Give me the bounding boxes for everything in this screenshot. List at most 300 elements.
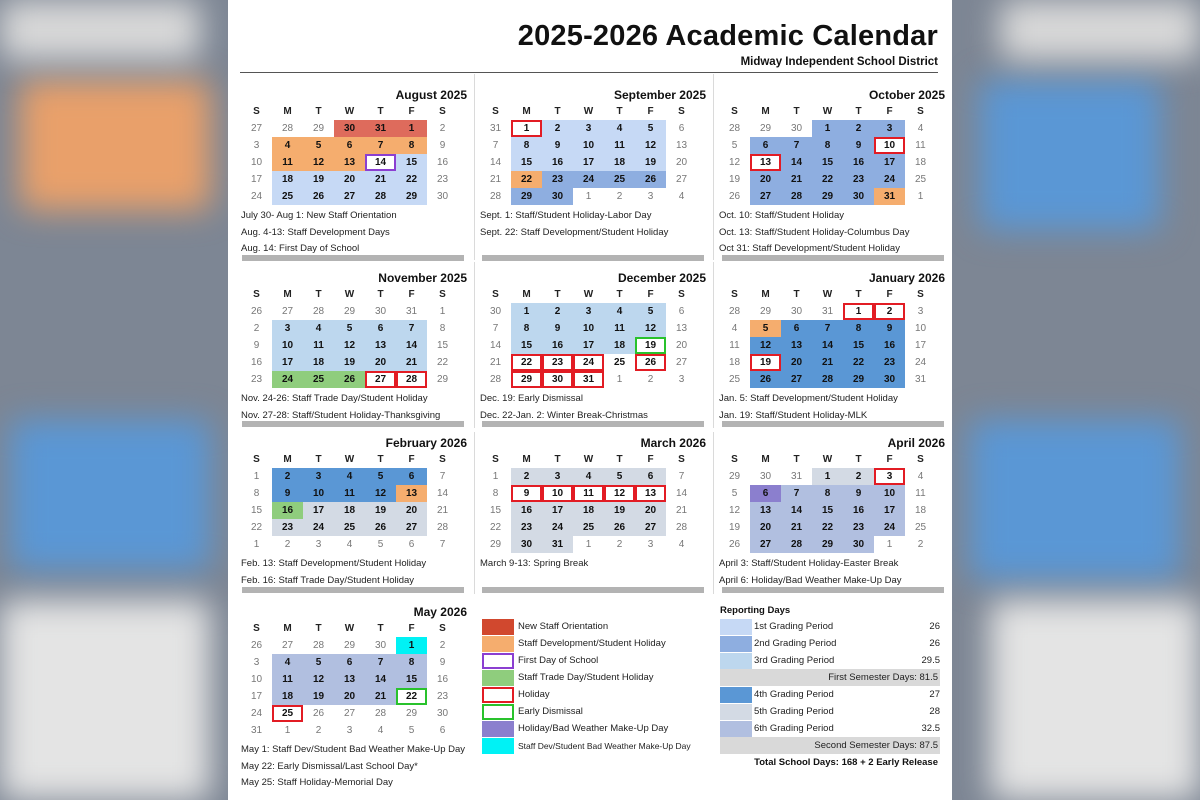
day-cell: 29 — [511, 188, 542, 205]
day-cell: 6 — [750, 137, 781, 154]
day-cell: 15 — [843, 337, 874, 354]
day-cell: 27 — [675, 174, 688, 185]
legend-item — [482, 618, 704, 635]
day-cell: 19 — [728, 522, 741, 533]
legend-label: Staff Development/Student Holiday — [518, 638, 666, 649]
day-cell: 24 — [874, 171, 905, 188]
day-cell: 21 — [365, 171, 396, 188]
day-cell: 15 — [489, 505, 502, 516]
column-divider — [474, 262, 475, 428]
day-cell: 5 — [604, 468, 635, 485]
day-cell: 16 — [542, 154, 573, 171]
period-swatch — [720, 653, 752, 669]
day-cell: 3 — [874, 120, 905, 137]
day-cell: 2 — [917, 539, 924, 550]
day-cell: 3 — [315, 539, 322, 550]
weekday-header — [241, 104, 473, 120]
day-cell: 5 — [750, 320, 781, 337]
day-cell: 11 — [272, 671, 303, 688]
day-cell: 7 — [396, 320, 427, 337]
day-cell: 18 — [728, 357, 741, 368]
weekday-label: F — [886, 289, 893, 300]
day-cell: 2 — [439, 640, 446, 651]
day-cell: 29 — [343, 640, 356, 651]
weekday-label: F — [408, 106, 415, 117]
legend-label: First Day of School — [518, 655, 599, 666]
weekday-header — [719, 287, 951, 303]
page-title: 2025-2026 Academic Calendar — [517, 20, 938, 52]
weekday-label: W — [583, 454, 594, 465]
day-cell: 12 — [728, 505, 741, 516]
day-cell: 29 — [728, 471, 741, 482]
legend-label: New Staff Orientation — [518, 621, 609, 632]
day-cell: 5 — [408, 725, 415, 736]
month-may-2026 — [241, 603, 473, 792]
day-cell: 27 — [250, 123, 263, 134]
column-divider — [713, 432, 714, 594]
day-cell: 21 — [396, 354, 427, 371]
day-cell: 14 — [489, 157, 502, 168]
day-grid — [241, 468, 473, 553]
note-text: Feb. 13: Staff Development/Student Holiday — [241, 558, 427, 569]
day-cell: 13 — [334, 154, 365, 171]
period-days: 32.5 — [921, 723, 940, 734]
month-notes — [719, 208, 951, 258]
legend-swatch — [482, 653, 514, 669]
day-cell: 17 — [272, 354, 303, 371]
day-cell: 28 — [781, 188, 812, 205]
day-cell: 17 — [542, 502, 573, 519]
day-cell: 3 — [573, 120, 604, 137]
weekday-label: S — [678, 289, 685, 300]
weekday-label: S — [492, 289, 499, 300]
day-cell: 25 — [914, 522, 927, 533]
day-cell: 3 — [303, 468, 334, 485]
column-divider — [713, 74, 714, 260]
day-cell: 1 — [492, 471, 499, 482]
day-cell: 4 — [604, 303, 635, 320]
note-text: April 3: Staff/Student Holiday-Easter Break — [719, 558, 899, 569]
day-cell: 30 — [511, 536, 542, 553]
weekday-label: T — [377, 106, 384, 117]
day-cell: 19 — [750, 354, 781, 371]
note-text: Sept. 22: Staff Development/Student Holiday — [480, 226, 669, 238]
day-cell: 2 — [647, 374, 654, 385]
day-cell: 23 — [843, 171, 874, 188]
day-cell: 30 — [843, 536, 874, 553]
month-title: February 2026 — [385, 436, 467, 450]
day-cell: 24 — [272, 371, 303, 388]
weekday-label: T — [616, 289, 623, 300]
weekday-label: T — [377, 454, 384, 465]
day-cell: 23 — [250, 374, 263, 385]
weekday-label: M — [283, 289, 292, 300]
day-cell: 26 — [635, 354, 666, 371]
day-cell: 17 — [874, 502, 905, 519]
day-cell: 5 — [635, 303, 666, 320]
day-cell: 2 — [843, 120, 874, 137]
day-cell: 31 — [542, 536, 573, 553]
weekday-header — [719, 452, 951, 468]
day-cell: 30 — [436, 708, 449, 719]
day-cell: 5 — [377, 539, 384, 550]
column-divider — [713, 262, 714, 428]
day-cell: 20 — [750, 519, 781, 536]
weekday-label: S — [731, 454, 738, 465]
day-cell: 17 — [874, 154, 905, 171]
day-cell: 23 — [843, 519, 874, 536]
day-grid — [719, 303, 951, 388]
period-label: 3rd Grading Period — [754, 655, 835, 666]
day-grid — [241, 303, 473, 388]
weekday-label: T — [793, 106, 800, 117]
day-cell: 11 — [303, 337, 334, 354]
day-cell: 18 — [334, 502, 365, 519]
weekday-label: T — [793, 454, 800, 465]
color-legend — [482, 618, 704, 754]
day-cell: 13 — [750, 154, 781, 171]
day-cell: 22 — [250, 522, 263, 533]
weekday-label: F — [886, 106, 893, 117]
day-cell: 5 — [365, 468, 396, 485]
month-title: August 2025 — [395, 88, 467, 102]
note-text: May 25: Staff Holiday-Memorial Day — [241, 777, 393, 788]
day-cell: 2 — [843, 468, 874, 485]
weekday-header — [241, 287, 473, 303]
weekday-label: T — [855, 289, 862, 300]
weekday-label: M — [761, 289, 770, 300]
day-cell: 4 — [731, 323, 738, 334]
day-cell: 6 — [678, 123, 685, 134]
day-cell: 28 — [781, 536, 812, 553]
day-cell: 27 — [281, 306, 294, 317]
day-cell: 12 — [303, 154, 334, 171]
day-cell: 18 — [272, 171, 303, 188]
day-cell: 25 — [334, 519, 365, 536]
month-title: September 2025 — [613, 88, 706, 102]
day-cell: 26 — [604, 519, 635, 536]
day-cell: 24 — [542, 519, 573, 536]
day-cell: 22 — [396, 171, 427, 188]
day-cell: 25 — [728, 374, 741, 385]
legend-item — [482, 635, 704, 652]
weekday-label: F — [408, 289, 415, 300]
month-title: December 2025 — [617, 271, 706, 285]
day-cell: 6 — [334, 137, 365, 154]
day-cell: 29 — [489, 539, 502, 550]
weekday-label: S — [731, 289, 738, 300]
day-cell: 29 — [312, 123, 325, 134]
day-cell: 28 — [281, 123, 294, 134]
day-cell: 19 — [365, 502, 396, 519]
grading-period-row — [720, 652, 940, 669]
weekday-label: T — [315, 454, 322, 465]
day-cell: 18 — [573, 502, 604, 519]
day-cell: 3 — [647, 191, 654, 202]
period-swatch — [720, 636, 752, 652]
month-title: October 2025 — [868, 88, 945, 102]
day-cell: 13 — [675, 323, 688, 334]
day-grid — [719, 468, 951, 553]
day-cell: 30 — [436, 191, 449, 202]
day-cell: 1 — [253, 539, 260, 550]
note-text: Nov. 24-26: Staff Trade Day/Student Holiday — [241, 393, 428, 404]
day-cell: 1 — [812, 468, 843, 485]
day-cell: 7 — [439, 471, 446, 482]
day-cell: 1 — [439, 306, 446, 317]
day-cell: 5 — [731, 488, 738, 499]
weekday-label: T — [554, 454, 561, 465]
day-cell: 19 — [303, 688, 334, 705]
day-cell: 24 — [874, 519, 905, 536]
day-cell: 23 — [542, 171, 573, 188]
day-cell: 7 — [812, 320, 843, 337]
day-cell: 11 — [272, 154, 303, 171]
background-blur — [10, 420, 210, 570]
weekday-label: S — [917, 106, 924, 117]
month-notes — [719, 391, 951, 424]
day-cell: 22 — [812, 171, 843, 188]
day-cell: 6 — [439, 725, 446, 736]
weekday-label: S — [253, 623, 260, 634]
reporting-days-table — [720, 604, 940, 771]
day-cell: 27 — [750, 188, 781, 205]
day-cell: 28 — [312, 306, 325, 317]
weekday-label: M — [283, 454, 292, 465]
day-cell: 27 — [396, 519, 427, 536]
note-text: April 6: Holiday/Bad Weather Make-Up Day — [719, 574, 902, 586]
day-cell: 9 — [511, 485, 542, 502]
day-grid — [241, 120, 473, 205]
day-cell: 7 — [439, 539, 446, 550]
note-text: Dec. 22-Jan. 2: Winter Break-Christmas — [480, 409, 648, 421]
section-bar — [482, 421, 704, 427]
day-cell: 25 — [272, 188, 303, 205]
day-cell: 3 — [253, 657, 260, 668]
day-cell: 29 — [759, 123, 772, 134]
note-text: Sept. 1: Staff/Student Holiday-Labor Day — [480, 210, 652, 221]
month-notes — [241, 556, 473, 589]
period-days: 27 — [929, 689, 940, 700]
day-cell: 10 — [914, 323, 927, 334]
month-october-2025 — [719, 86, 951, 258]
day-cell: 26 — [728, 539, 741, 550]
second-semester-total: Second Semester Days: 87.5 — [720, 737, 940, 754]
day-cell: 3 — [272, 320, 303, 337]
day-cell: 28 — [374, 708, 387, 719]
day-cell: 26 — [334, 371, 365, 388]
weekday-label: S — [731, 106, 738, 117]
weekday-label: S — [439, 454, 446, 465]
day-cell: 30 — [542, 188, 573, 205]
day-cell: 12 — [365, 485, 396, 502]
weekday-label: T — [855, 106, 862, 117]
month-april-2026 — [719, 434, 951, 589]
day-cell: 26 — [750, 371, 781, 388]
day-cell: 25 — [914, 174, 927, 185]
day-cell: 31 — [914, 374, 927, 385]
weekday-label: F — [408, 454, 415, 465]
reporting-title: Reporting Days — [720, 605, 791, 616]
month-notes — [241, 391, 473, 424]
day-cell: 6 — [365, 320, 396, 337]
day-cell: 24 — [573, 171, 604, 188]
day-cell: 29 — [759, 306, 772, 317]
day-cell: 12 — [750, 337, 781, 354]
day-grid — [241, 637, 473, 739]
day-cell: 14 — [781, 502, 812, 519]
grading-period-row — [720, 720, 940, 737]
day-cell: 22 — [511, 171, 542, 188]
day-cell: 9 — [272, 485, 303, 502]
day-cell: 20 — [334, 171, 365, 188]
day-cell: 12 — [303, 671, 334, 688]
period-label: 5th Grading Period — [754, 706, 834, 717]
day-cell: 13 — [781, 337, 812, 354]
day-cell: 24 — [914, 357, 927, 368]
legend-label: Early Dismissal — [518, 706, 583, 717]
day-cell: 13 — [635, 485, 666, 502]
day-cell: 19 — [334, 354, 365, 371]
day-cell: 27 — [365, 371, 396, 388]
period-label: 1st Grading Period — [754, 621, 834, 632]
weekday-label: F — [408, 623, 415, 634]
day-cell: 5 — [635, 120, 666, 137]
day-cell: 23 — [542, 354, 573, 371]
day-cell: 17 — [250, 691, 263, 702]
weekday-label: W — [822, 106, 833, 117]
note-text: Feb. 16: Staff Trade Day/Student Holiday — [241, 574, 415, 586]
note-text: Oct 31: Staff Development/Student Holiday — [719, 243, 900, 254]
period-swatch — [720, 721, 752, 737]
period-days: 28 — [929, 706, 940, 717]
background-blur — [970, 420, 1180, 580]
day-cell: 14 — [489, 340, 502, 351]
day-cell: 15 — [250, 505, 263, 516]
day-cell: 4 — [604, 120, 635, 137]
section-bar — [242, 255, 464, 261]
day-cell: 4 — [917, 471, 924, 482]
day-cell: 25 — [303, 371, 334, 388]
day-cell: 8 — [511, 320, 542, 337]
day-cell: 5 — [303, 654, 334, 671]
day-cell: 4 — [377, 725, 384, 736]
month-notes — [480, 208, 712, 241]
day-cell: 23 — [436, 691, 449, 702]
day-cell: 12 — [635, 137, 666, 154]
weekday-label: W — [583, 106, 594, 117]
day-cell: 11 — [915, 140, 926, 151]
legend-swatch — [482, 636, 514, 652]
day-cell: 3 — [573, 303, 604, 320]
day-cell: 7 — [365, 137, 396, 154]
day-cell: 13 — [675, 140, 688, 151]
note-text: Nov. 27-28: Staff/Student Holiday-Thanksgiving — [241, 409, 441, 421]
day-cell: 1 — [843, 303, 874, 320]
day-cell: 3 — [253, 140, 260, 151]
day-cell: 9 — [874, 320, 905, 337]
weekday-label: S — [439, 289, 446, 300]
day-cell: 9 — [542, 137, 573, 154]
day-cell: 7 — [678, 471, 685, 482]
day-cell: 9 — [253, 340, 260, 351]
day-cell: 28 — [728, 123, 741, 134]
district-name: Midway Independent School District — [740, 56, 938, 68]
day-cell: 3 — [542, 468, 573, 485]
background-blur — [980, 80, 1160, 230]
day-cell: 6 — [750, 485, 781, 502]
day-cell: 30 — [790, 123, 803, 134]
title-rule — [240, 72, 938, 73]
weekday-label: M — [522, 106, 531, 117]
day-cell: 1 — [284, 725, 291, 736]
day-cell: 6 — [334, 654, 365, 671]
day-cell: 14 — [396, 337, 427, 354]
day-cell: 21 — [675, 505, 688, 516]
weekday-label: S — [439, 106, 446, 117]
legend-swatch — [482, 721, 514, 737]
grading-period-row — [720, 635, 940, 652]
weekday-label: M — [522, 289, 531, 300]
day-cell: 14 — [365, 154, 396, 171]
day-cell: 11 — [334, 485, 365, 502]
background-blur — [1000, 0, 1200, 60]
legend-label: Staff Trade Day/Student Holiday — [518, 672, 654, 683]
day-cell: 31 — [365, 120, 396, 137]
day-cell: 5 — [334, 320, 365, 337]
day-cell: 31 — [874, 188, 905, 205]
day-cell: 1 — [812, 120, 843, 137]
day-cell: 25 — [604, 171, 635, 188]
legend-swatch — [482, 704, 514, 720]
day-cell: 30 — [843, 188, 874, 205]
day-cell: 10 — [272, 337, 303, 354]
period-days: 29.5 — [921, 655, 940, 666]
total-school-days: Total School Days: 168 + 2 Early Release — [754, 757, 938, 768]
weekday-header — [480, 452, 712, 468]
day-cell: 4 — [303, 320, 334, 337]
period-swatch — [720, 704, 752, 720]
day-cell: 28 — [812, 371, 843, 388]
day-cell: 2 — [542, 120, 573, 137]
day-cell: 9 — [439, 140, 446, 151]
day-cell: 12 — [635, 320, 666, 337]
day-cell: 18 — [604, 337, 635, 354]
day-cell: 1 — [511, 120, 542, 137]
legend-swatch — [482, 619, 514, 635]
day-cell: 4 — [272, 654, 303, 671]
day-cell: 6 — [408, 539, 415, 550]
section-bar — [722, 587, 944, 593]
day-cell: 29 — [343, 306, 356, 317]
weekday-label: S — [678, 454, 685, 465]
day-cell: 16 — [436, 157, 449, 168]
day-cell: 14 — [812, 337, 843, 354]
day-cell: 21 — [365, 688, 396, 705]
day-cell: 22 — [436, 357, 449, 368]
section-bar — [242, 587, 464, 593]
weekday-label: M — [283, 106, 292, 117]
day-cell: 13 — [396, 485, 427, 502]
day-cell: 3 — [647, 539, 654, 550]
day-cell: 29 — [436, 374, 449, 385]
weekday-label: T — [315, 289, 322, 300]
day-cell: 27 — [343, 708, 356, 719]
legend-item — [482, 703, 704, 720]
day-cell: 25 — [272, 705, 303, 722]
month-march-2026 — [480, 434, 712, 573]
day-cell: 10 — [573, 320, 604, 337]
